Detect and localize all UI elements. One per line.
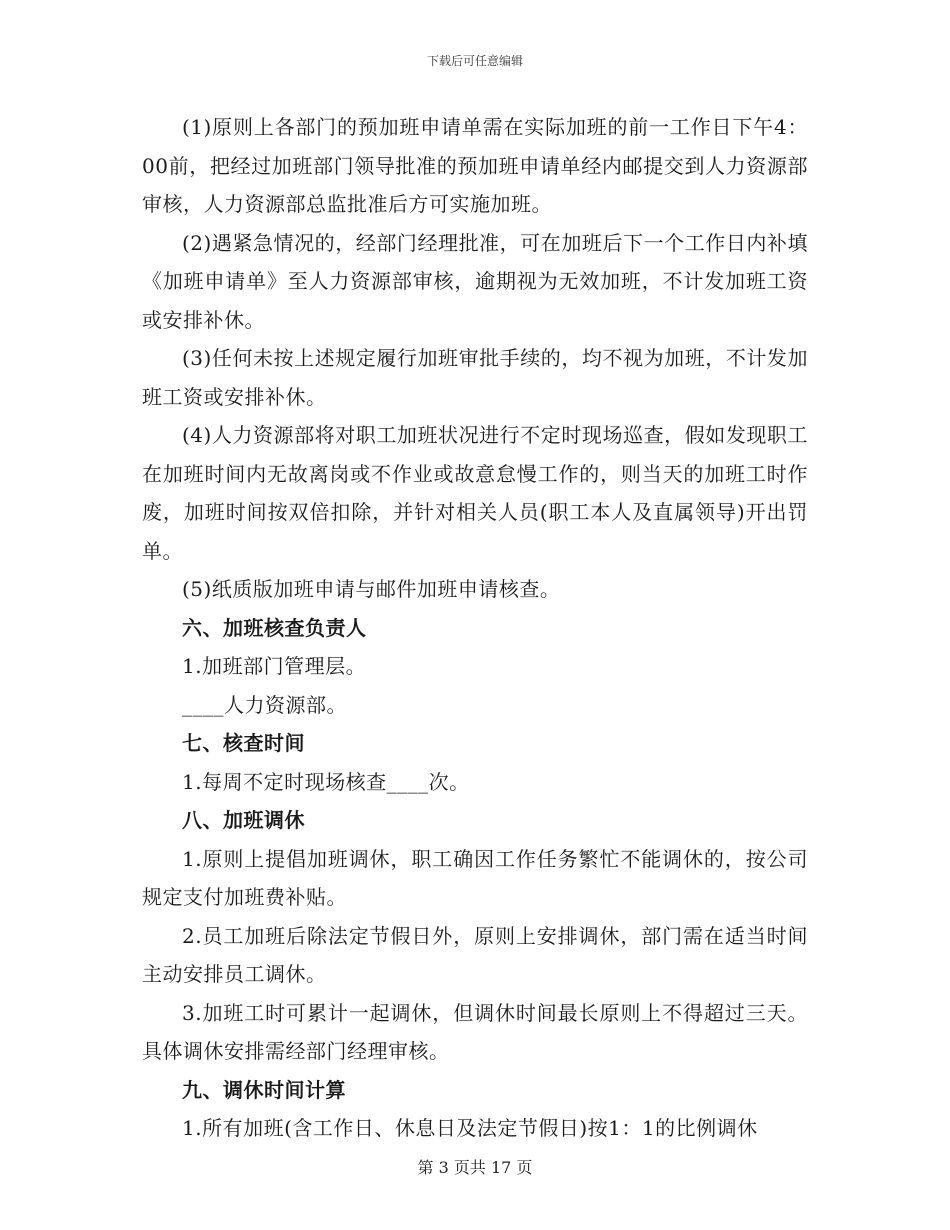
- paragraph-3: (3)任何未按上述规定履行加班审批手续的，均不视为加班，不计发加班工资或安排补休。: [142, 346, 808, 409]
- list-item: 1.加班部门管理层。: [182, 654, 367, 678]
- page-header: 下载后可任意编辑: [426, 54, 523, 68]
- list-item: ____人力资源部。: [182, 692, 347, 717]
- section-heading-9: 九、调休时间计算: [182, 1077, 346, 1102]
- page-footer: 第 3 页共 17 页: [417, 1158, 533, 1177]
- paragraph-1: (1)原则上各部门的预加班申请单需在实际加班的前一工作日下午4：00前，把经过加班部门领导批准的预加班申请单经内邮提交到人力资源部审核，人力资源部总监批准后方可实施加班。: [142, 115, 808, 216]
- list-item: 1.所有加班(含工作日、休息日及法定节假日)按1：1的比例调休: [182, 1116, 758, 1140]
- document-body: [142, 108, 808, 1148]
- list-item: 3.加班工时可累计一起调休，但调休时间最长原则上不得超过三天。具体调休安排需经部门经理审核。: [142, 1000, 808, 1063]
- paragraph-4: (4)人力资源部将对职工加班状况进行不定时现场巡查，假如发现职工在加班时间内无故离岗或不作业或故意怠慢工作的，则当天的加班工时作废，加班时间按双倍扣除，并针对相关人员(职工本人及直属领导)开出罚单。: [142, 423, 808, 563]
- paragraph-2: (2)遇紧急情况的，经部门经理批准，可在加班后下一个工作日内补填《加班申请单》至人力资源部审核，逾期视为无效加班，不计发加班工资或安排补休。: [142, 230, 808, 332]
- section-heading-6: 六、加班核查负责人: [182, 615, 367, 640]
- list-item: 1.每周不定时现场核查____次。: [182, 769, 470, 794]
- list-item: 2.员工加班后除法定节假日外，原则上安排调休，部门需在适当时间主动安排员工调休。: [142, 923, 808, 986]
- paragraph-5: (5)纸质版加班申请与邮件加班申请核查。: [182, 577, 561, 601]
- section-heading-7: 七、核查时间: [182, 731, 305, 755]
- list-item: 1.原则上提倡加班调休，职工确因工作任务繁忙不能调休的，按公司规定支付加班费补贴。: [142, 846, 808, 909]
- section-heading-8: 八、加班调休: [182, 808, 305, 832]
